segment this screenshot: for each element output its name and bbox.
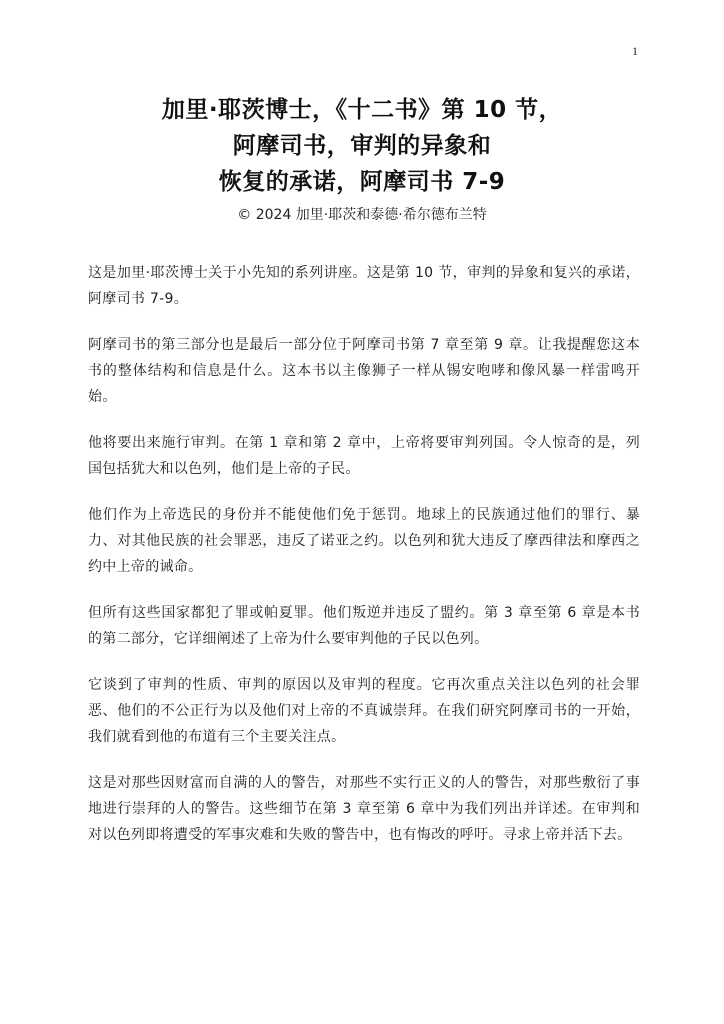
paragraph: 阿摩司书的第三部分也是最后一部分位于阿摩司书第 7 章至第 9 章。让我提醒您这本书的整体结构和信息是什么。这本书以主像狮子一样从锡安咆哮和像风暴一样雷鸣开始。	[88, 337, 640, 405]
title-block	[0, 92, 724, 226]
paragraph: 但所有这些国家都犯了罪或帕夏罪。他们叛逆并违反了盟约。第 3 章至第 6 章是本书的第二部分，它详细阐述了上帝为什么要审判他的子民以色列。	[88, 605, 640, 647]
paragraph: 这是对那些因财富而自满的人的警告，对那些不实行正义的人的警告，对那些敷衍了事地进行崇拜的人的警告。这些细节在第 3 章至第 6 章中为我们列出并详述。在审判和对以色列即将遭受的军事灾难和失败的警告中，也有悔改的呼吁。寻求上帝并活下去。	[88, 775, 640, 843]
paragraph: 他们作为上帝选民的身份并不能使他们免于惩罚。地球上的民族通过他们的罪行、暴力、对其他民族的社会罪恶，违反了诺亚之约。以色列和犹大违反了摩西律法和摩西之约中上帝的诫命。	[88, 507, 640, 575]
page-number: 1	[632, 44, 638, 58]
paragraph: 这是加里·耶茨博士关于小先知的系列讲座。这是第 10 节，审判的异象和复兴的承诺，阿摩司书 7-9。	[88, 265, 640, 307]
paragraph: 他将要出来施行审判。在第 1 章和第 2 章中，上帝将要审判列国。令人惊奇的是，列国包括犹大和以色列，他们是上帝的子民。	[88, 435, 640, 477]
paragraph: 它谈到了审判的性质、审判的原因以及审判的程度。它再次重点关注以色列的社会罪恶、他们的不公正行为以及他们对上帝的不真诚崇拜。在我们研究阿摩司书的一开始，我们就看到他的布道有三个主要关注点。	[88, 677, 640, 745]
title-line-2: 阿摩司书，审判的异象和	[232, 133, 492, 159]
document-body	[88, 260, 640, 868]
title-line-1: 加里·耶茨博士，《十二书》第 10 节，	[161, 97, 563, 123]
title-line-3: 恢复的承诺，阿摩司书 7-9	[218, 169, 506, 195]
copyright-line: © 2024 加里·耶茨和泰德·希尔德布兰特	[237, 207, 487, 223]
